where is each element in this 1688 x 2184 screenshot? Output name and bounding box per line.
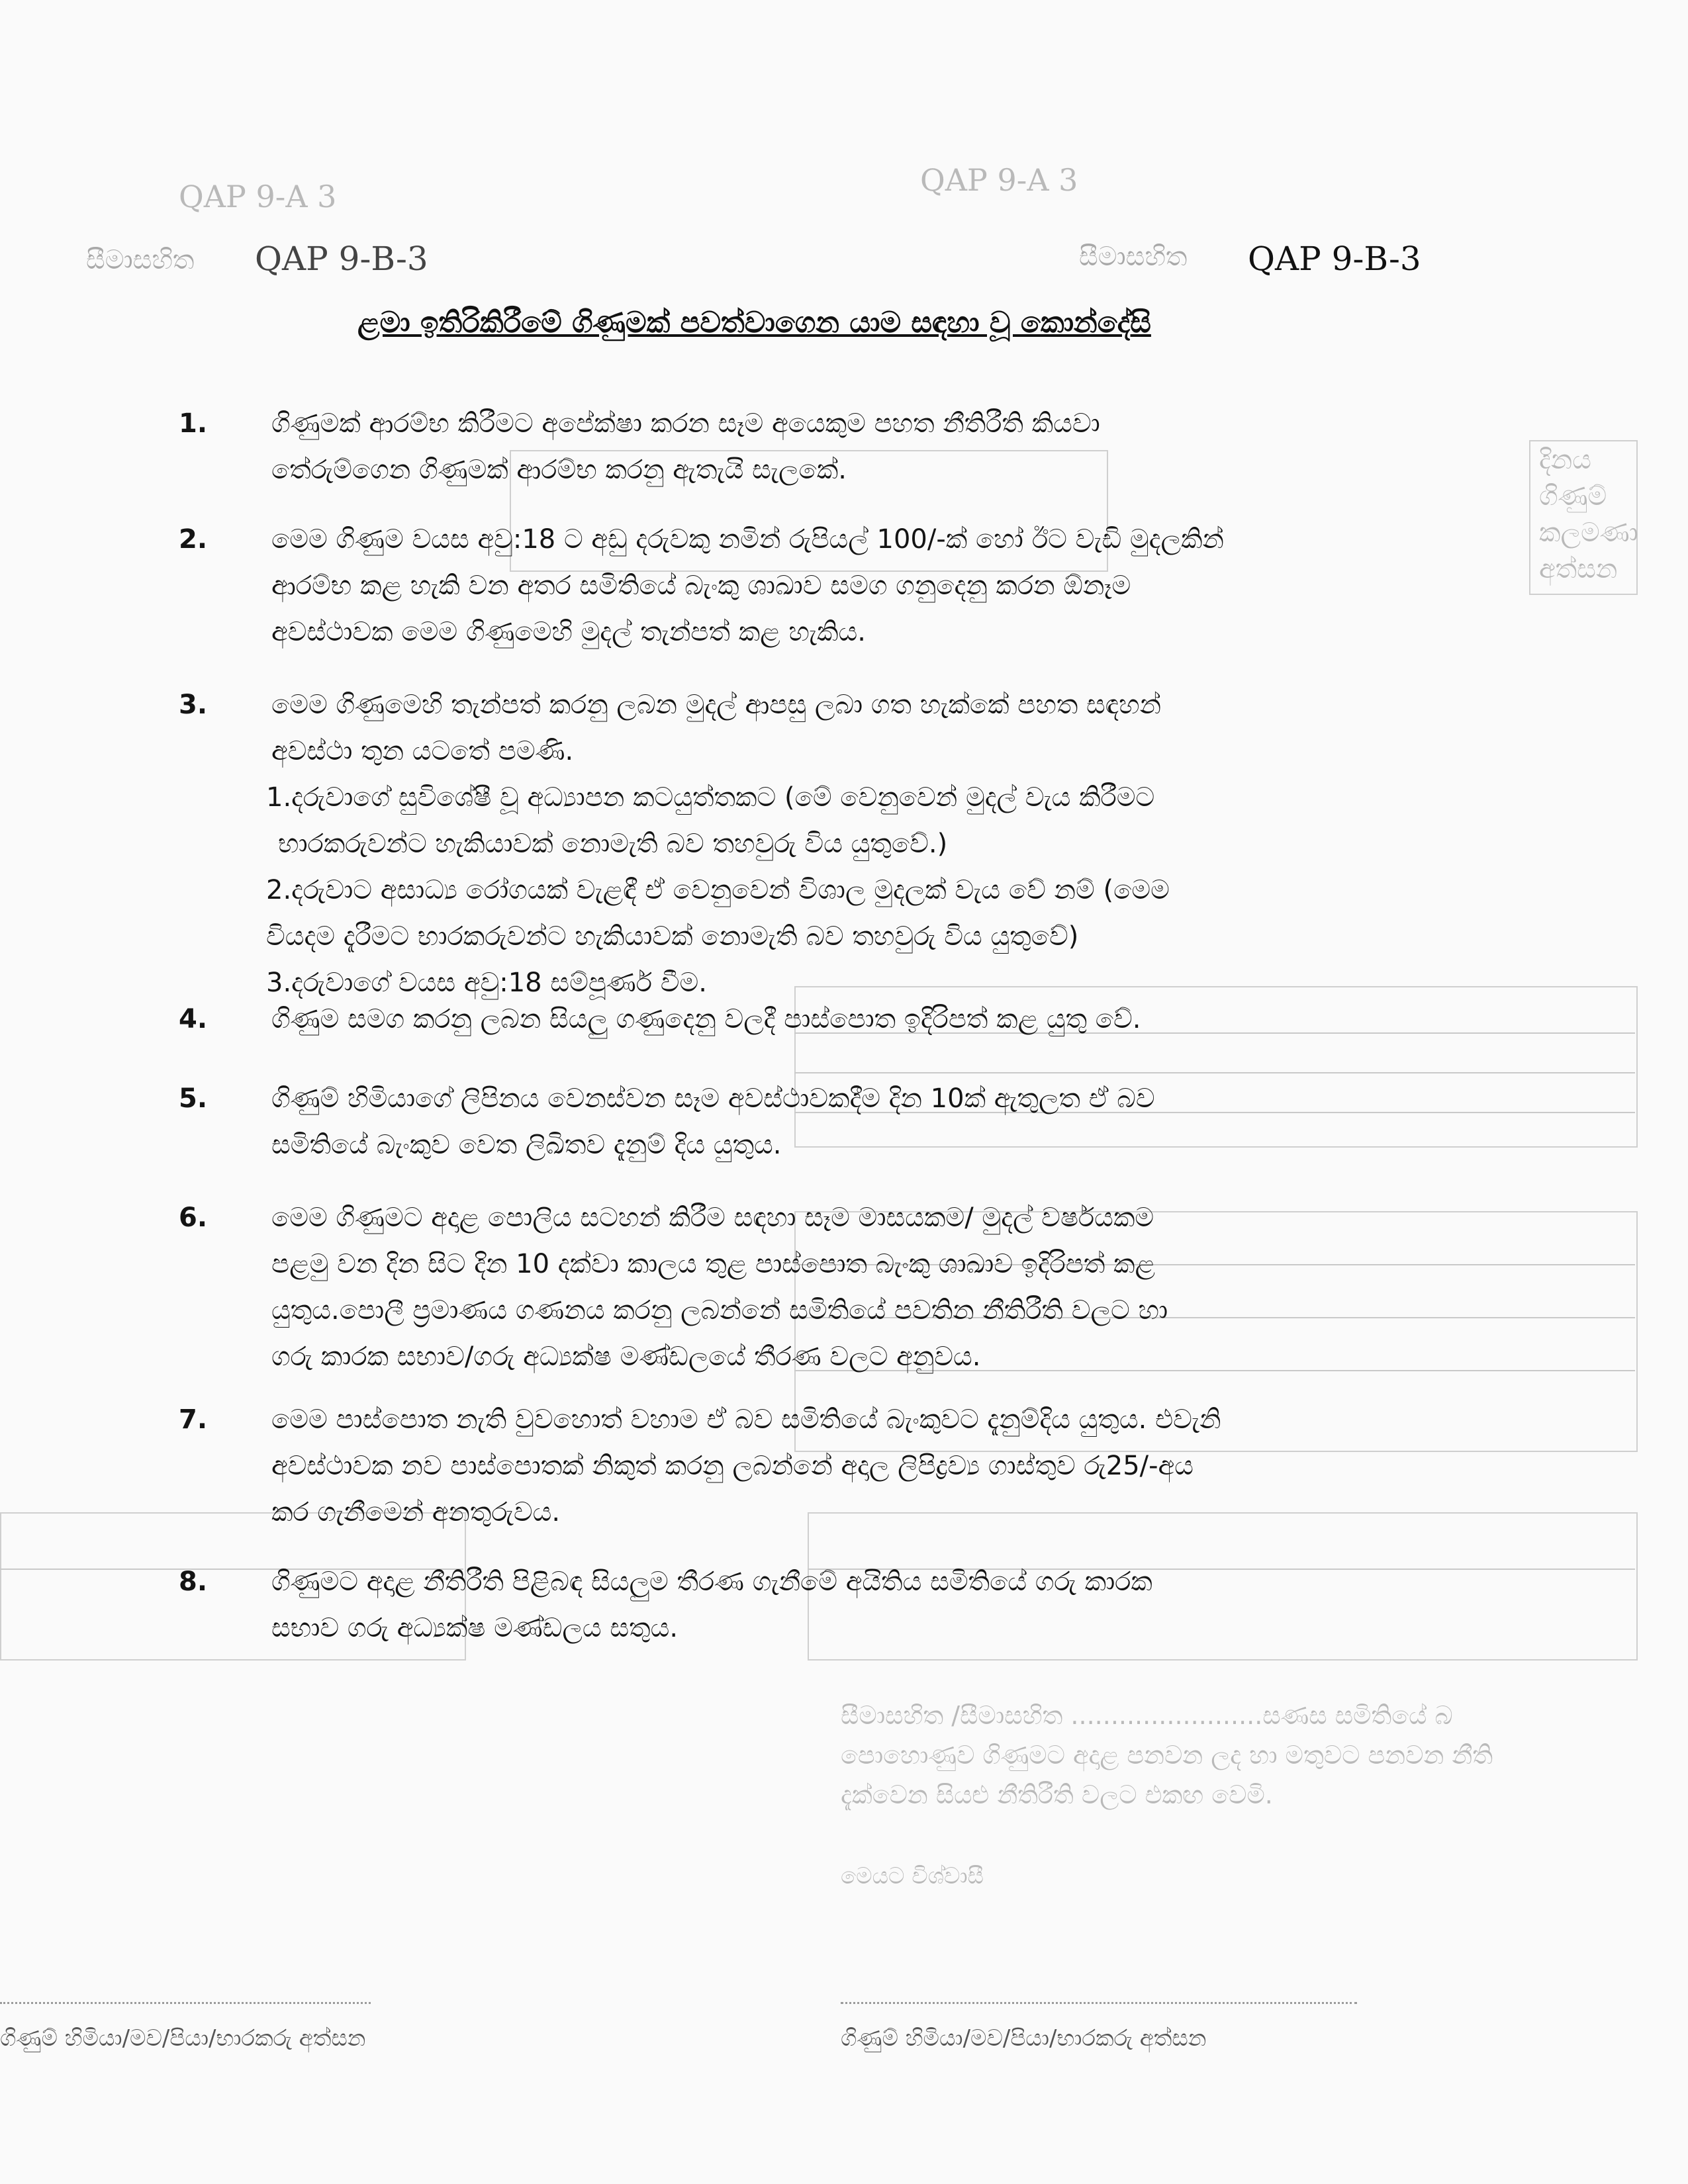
condition-line: ගිණුම සමග කරනු ලබන සියලු ගණුදෙනු වලදී පාස්පොත ඉදිරිපත් කළ යුතු වේ.: [271, 1004, 1141, 1034]
sub-condition-1-line: භාරකරුවන්ට හැකියාවක් නොමැති බව තහවුරු විය යුතුවේ.): [278, 829, 948, 859]
condition-line: ගිණුමට අදාළ නීතිරීති පිළිබඳ සියලුම තීරණ ගැනීමේ අයිතිය සමිතියේ ගරු කාරක: [271, 1567, 1152, 1597]
condition-number: 8.: [179, 1567, 208, 1597]
condition-number: 5.: [179, 1083, 208, 1114]
condition-line: මෙම ගිණුම වයස අවු:18 ට අඩු දරුවකු නමින් රුපියල් 100/-ක් හෝ ඊට වැඩි මුදලකින්: [271, 524, 1224, 555]
signature-line-left: [0, 2002, 371, 2004]
condition-line: ආරම්භ කළ හැකි වන අතර සමිතියේ බැංකු ශාඛාව සමග ගනුදෙනු කරන ඕනෑම: [271, 570, 1131, 601]
condition-line: මෙම ගිණුමට අදාළ පොලිය සටහන් කිරීම සඳහා සෑම මාසයකම/ මුදල් වර්ෂයකම: [271, 1203, 1154, 1233]
condition-1: [179, 400, 1450, 493]
condition-number: 7.: [179, 1404, 208, 1435]
document-title: ළමා ඉතිරිකිරීමේ ගිණුමක් පවත්වාගෙන යාම සඳහා වූ කොන්දේසි: [357, 306, 1151, 340]
condition-line: මෙම පාස්පොත නැති වුවහොත් වහාම ඒ බව සමිතියේ බැංකුවට දැනුම්දිය යුතුය. එවැනි: [271, 1404, 1221, 1435]
condition-line: සභාව ගරු අධ්‍යක්ෂ මණ්ඩලය සතුය.: [271, 1613, 679, 1643]
ghost-right-col-1: ගිණුම්: [1539, 481, 1607, 512]
condition-line: මෙම ගිණුමෙහි තැන්පත් කරනු ලබන මුදල් ආපසු ලබා ගත හැක්කේ පහත සඳහන්: [271, 690, 1162, 720]
signature-label-left: ගිණුම් හිමියා/මව/පියා/භාරකරු අත්සන: [0, 2025, 366, 2052]
condition-3: [179, 682, 1450, 1006]
ghost-rule-2: [794, 1072, 1635, 1073]
condition-number: 3.: [179, 690, 208, 720]
ghost-code-a3-left: QAP 9-A 3: [179, 179, 337, 214]
sub-condition-1-line: 1.දරුවාගේ සුවිශේෂී වූ අධ්‍යාපන කටයුත්තකට (මේ වෙනුවෙන් මුදල් වැය කිරීමට: [266, 782, 1155, 813]
ghost-bottom-right-1: පොහොණුව ගිණුමට අදාළ පනවන ලද හා මතුවට පනවන නීති: [841, 1741, 1493, 1770]
condition-5: [179, 1075, 1450, 1168]
signature-line-right: [841, 2002, 1357, 2004]
ghost-bottom-right-0: සීමාසහිත /සීමාසහිත ........................සණස සමිතියේ බ: [841, 1701, 1453, 1730]
ghost-witness: මෙයට විශ්වාසී: [841, 1863, 984, 1889]
condition-line: අවස්ථා තුන යටතේ පමණි.: [271, 736, 574, 766]
ghost-right-col-3: අත්සන: [1539, 554, 1618, 584]
sub-condition-3-line: 3.දරුවාගේ වයස අවු:18 සම්පූර්ණ වීම.: [266, 968, 707, 998]
condition-line: පළමු වන දින සිට දින 10 දක්වා කාලය තුළ පාස්පොත බැංකු ශාඛාව ඉදිරිපත් කළ: [271, 1249, 1156, 1279]
condition-line: ගිණුමක් ආරම්භ කිරීමට අපේක්ෂා කරන සෑම අයෙකුම පහත නීතිරීති කියවා: [271, 408, 1100, 439]
signature-label-right: ගිණුම් හිමියා/මව/පියා/භාරකරු අත්සන: [841, 2025, 1207, 2052]
condition-line: අවස්ථාවක මෙම ගිණුමෙහි මුදල් තැන්පත් කළ හැකිය.: [271, 617, 867, 647]
form-code-right: QAP 9-B-3: [1248, 240, 1421, 278]
condition-line: තේරුම්ගෙන ගිණුමක් ආරම්භ කරනු ඇතැයි සැලකේ.: [271, 455, 847, 485]
condition-line: ගිණුම් හිමියාගේ ලිපිනය වෙනස්වන සෑම අවස්ථාවකදීම දින 10ක් ඇතුලත ඒ බව: [271, 1083, 1155, 1114]
condition-line: කර ගැනීමෙන් අනතුරුවය.: [271, 1497, 561, 1527]
condition-4: [179, 996, 1450, 1042]
condition-line: යුතුය.පොලී ප්‍රමාණය ගණනය කරනු ලබන්නේ සමිතියේ පවතින නීතිරීති වලට හා: [271, 1295, 1168, 1326]
ghost-bottom-right-2: දැක්වෙන සියළු නීතිරීති වලට එකඟ වෙමි.: [841, 1780, 1273, 1809]
condition-line: අවස්ථාවක නව පාස්පොතක් නිකුත් කරනු ලබන්නේ අදාල ලිපිද්‍රව්‍ය ගාස්තුව රු25/-අය: [271, 1451, 1194, 1481]
ghost-right-col-2: කලමණා: [1539, 518, 1638, 548]
form-code-left: QAP 9-B-3: [255, 240, 428, 278]
condition-line: ගරු කාරක සභාව/ගරු අධ්‍යක්ෂ මණ්ඩලයේ තීරණ වලට අනුවය.: [271, 1342, 981, 1372]
condition-number: 2.: [179, 524, 208, 555]
sub-condition-2-line: 2.දරුවාට අසාධ්‍ය රෝගයක් වැළඳී ඒ වෙනුවෙන් විශාල මුදලක් වැය වේ නම් (මෙම: [266, 875, 1170, 905]
sub-condition-2-line: වියදම දැරීමට භාරකරුවන්ට හැකියාවක් නොමැති බව තහවුරු විය යුතුවේ): [266, 921, 1079, 952]
ghost-top-left: සීමාසහිත: [86, 245, 195, 275]
ghost-top-right: සීමාසහිත: [1079, 242, 1188, 272]
condition-2: [179, 516, 1450, 655]
ghost-right-col-0: දිනය: [1539, 445, 1591, 475]
condition-number: 1.: [179, 408, 208, 439]
condition-7: [179, 1396, 1450, 1535]
condition-number: 4.: [179, 1004, 208, 1034]
condition-number: 6.: [179, 1203, 208, 1233]
condition-8: [179, 1559, 1450, 1651]
condition-line: සමිතියේ බැංකුව වෙත ලිඛිතව දැනුම් දිය යුතුය.: [271, 1130, 782, 1160]
condition-6: [179, 1195, 1450, 1380]
ghost-code-a3: QAP 9-A 3: [920, 162, 1078, 198]
